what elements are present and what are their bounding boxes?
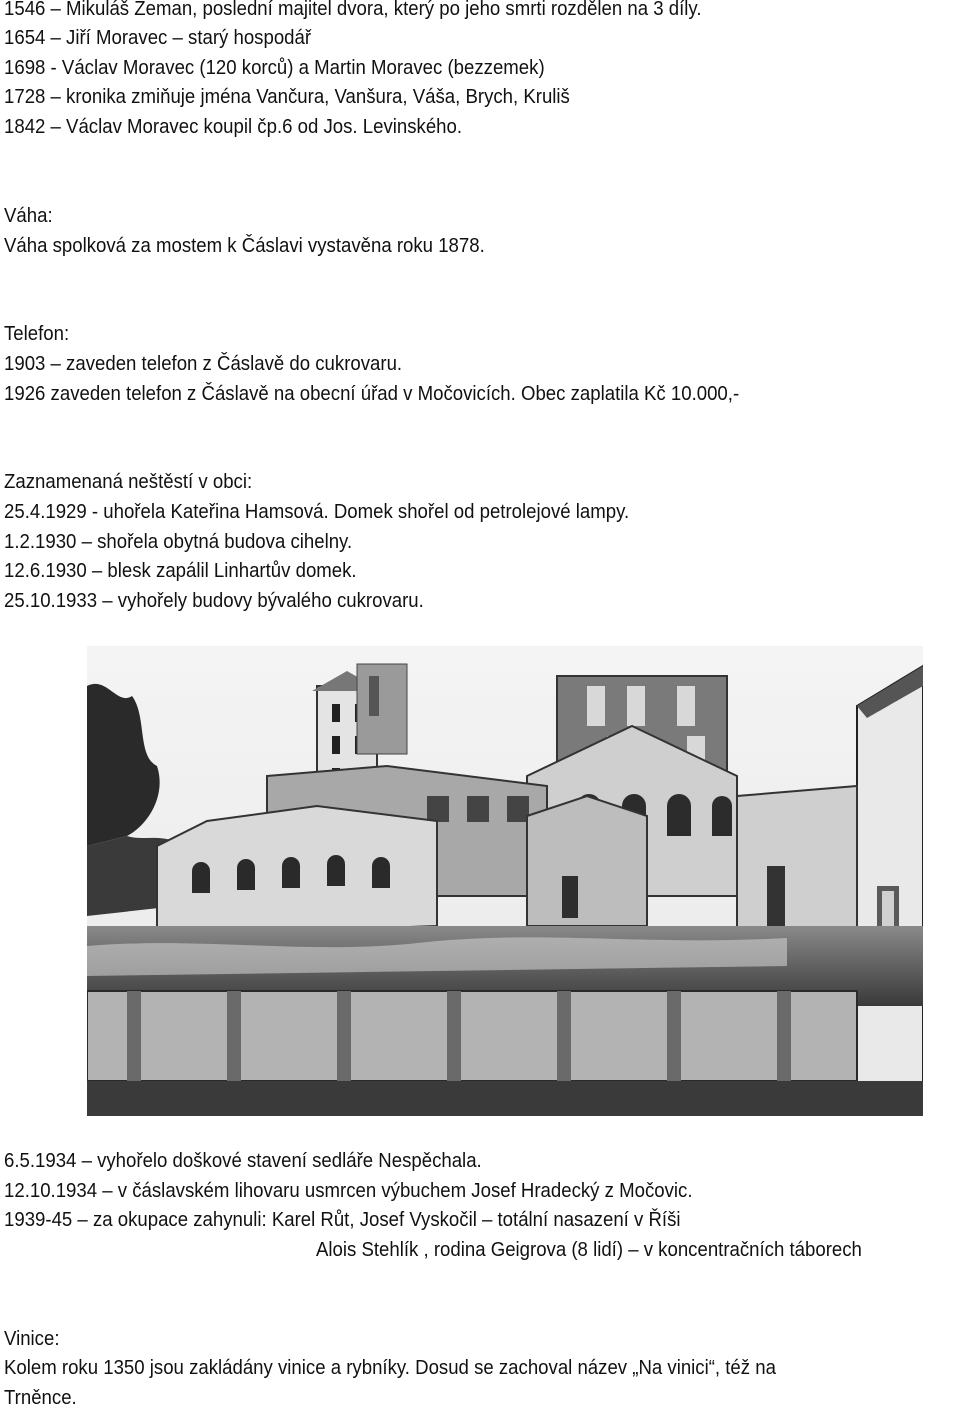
history-line: 1728 – kronika zmiňuje jména Vančura, Vanšura, Váša, Brych, Kruliš xyxy=(4,86,570,108)
vaha-heading: Váha: xyxy=(4,205,53,227)
vaha-text: Váha spolková za mostem k Čáslavi vystavěna roku 1878. xyxy=(4,235,485,257)
vinice-heading: Vinice: xyxy=(4,1328,60,1350)
nestesti-line-indented: Alois Stehlík , rodina Geigrova (8 lidí) – v koncentračních táborech xyxy=(316,1239,862,1261)
history-line: 1842 – Václav Moravec koupil čp.6 od Jos. Levinského. xyxy=(4,116,463,138)
history-line: 1698 - Václav Moravec (120 korců) a Martin Moravec (bezzemek) xyxy=(4,57,545,79)
photo-drawing xyxy=(87,646,923,1116)
telefon-heading: Telefon: xyxy=(4,323,70,345)
nestesti-line: 1939-45 – za okupace zahynuli: Karel Růt, Josef Vyskočil – totální nasazení v Říši xyxy=(4,1209,681,1231)
nestesti-line: 1.2.1930 – shořela obytná budova cihelny. xyxy=(4,531,353,553)
history-line: 1546 – Mikuláš Zeman, poslední majitel dvora, který po jeho smrti rozdělen na 3 díly. xyxy=(4,0,702,20)
telefon-line: 1903 – zaveden telefon z Čáslavě do cukrovaru. xyxy=(4,353,403,375)
nestesti-line: 6.5.1934 – vyhořelo doškové stavení sedláře Nespěchala. xyxy=(4,1150,482,1172)
vinice-line: Kolem roku 1350 jsou zakládány vinice a rybníky. Dosud se zachoval název „Na vinici“, též na xyxy=(4,1357,776,1379)
history-line: 1654 – Jiří Moravec – starý hospodář xyxy=(4,27,312,49)
vinice-line: Trněnce. xyxy=(4,1387,77,1409)
telefon-line: 1926 zaveden telefon z Čáslavě na obecní úřad v Močovicích. Obec zaplatila Kč 10.000,- xyxy=(4,383,740,405)
nestesti-line: 25.10.1933 – vyhořely budovy bývalého cukrovaru. xyxy=(4,590,424,612)
nestesti-line: 12.10.1934 – v čáslavském lihovaru usmrcen výbuchem Josef Hradecký z Močovic. xyxy=(4,1180,693,1202)
historical-photo-sugar-factory xyxy=(87,646,923,1116)
nestesti-line: 25.4.1929 - uhořela Kateřina Hamsová. Domek shořel od petrolejové lampy. xyxy=(4,501,630,523)
nestesti-heading: Zaznamenaná neštěstí v obci: xyxy=(4,471,253,493)
nestesti-line: 12.6.1930 – blesk zapálil Linhartův domek. xyxy=(4,560,357,582)
